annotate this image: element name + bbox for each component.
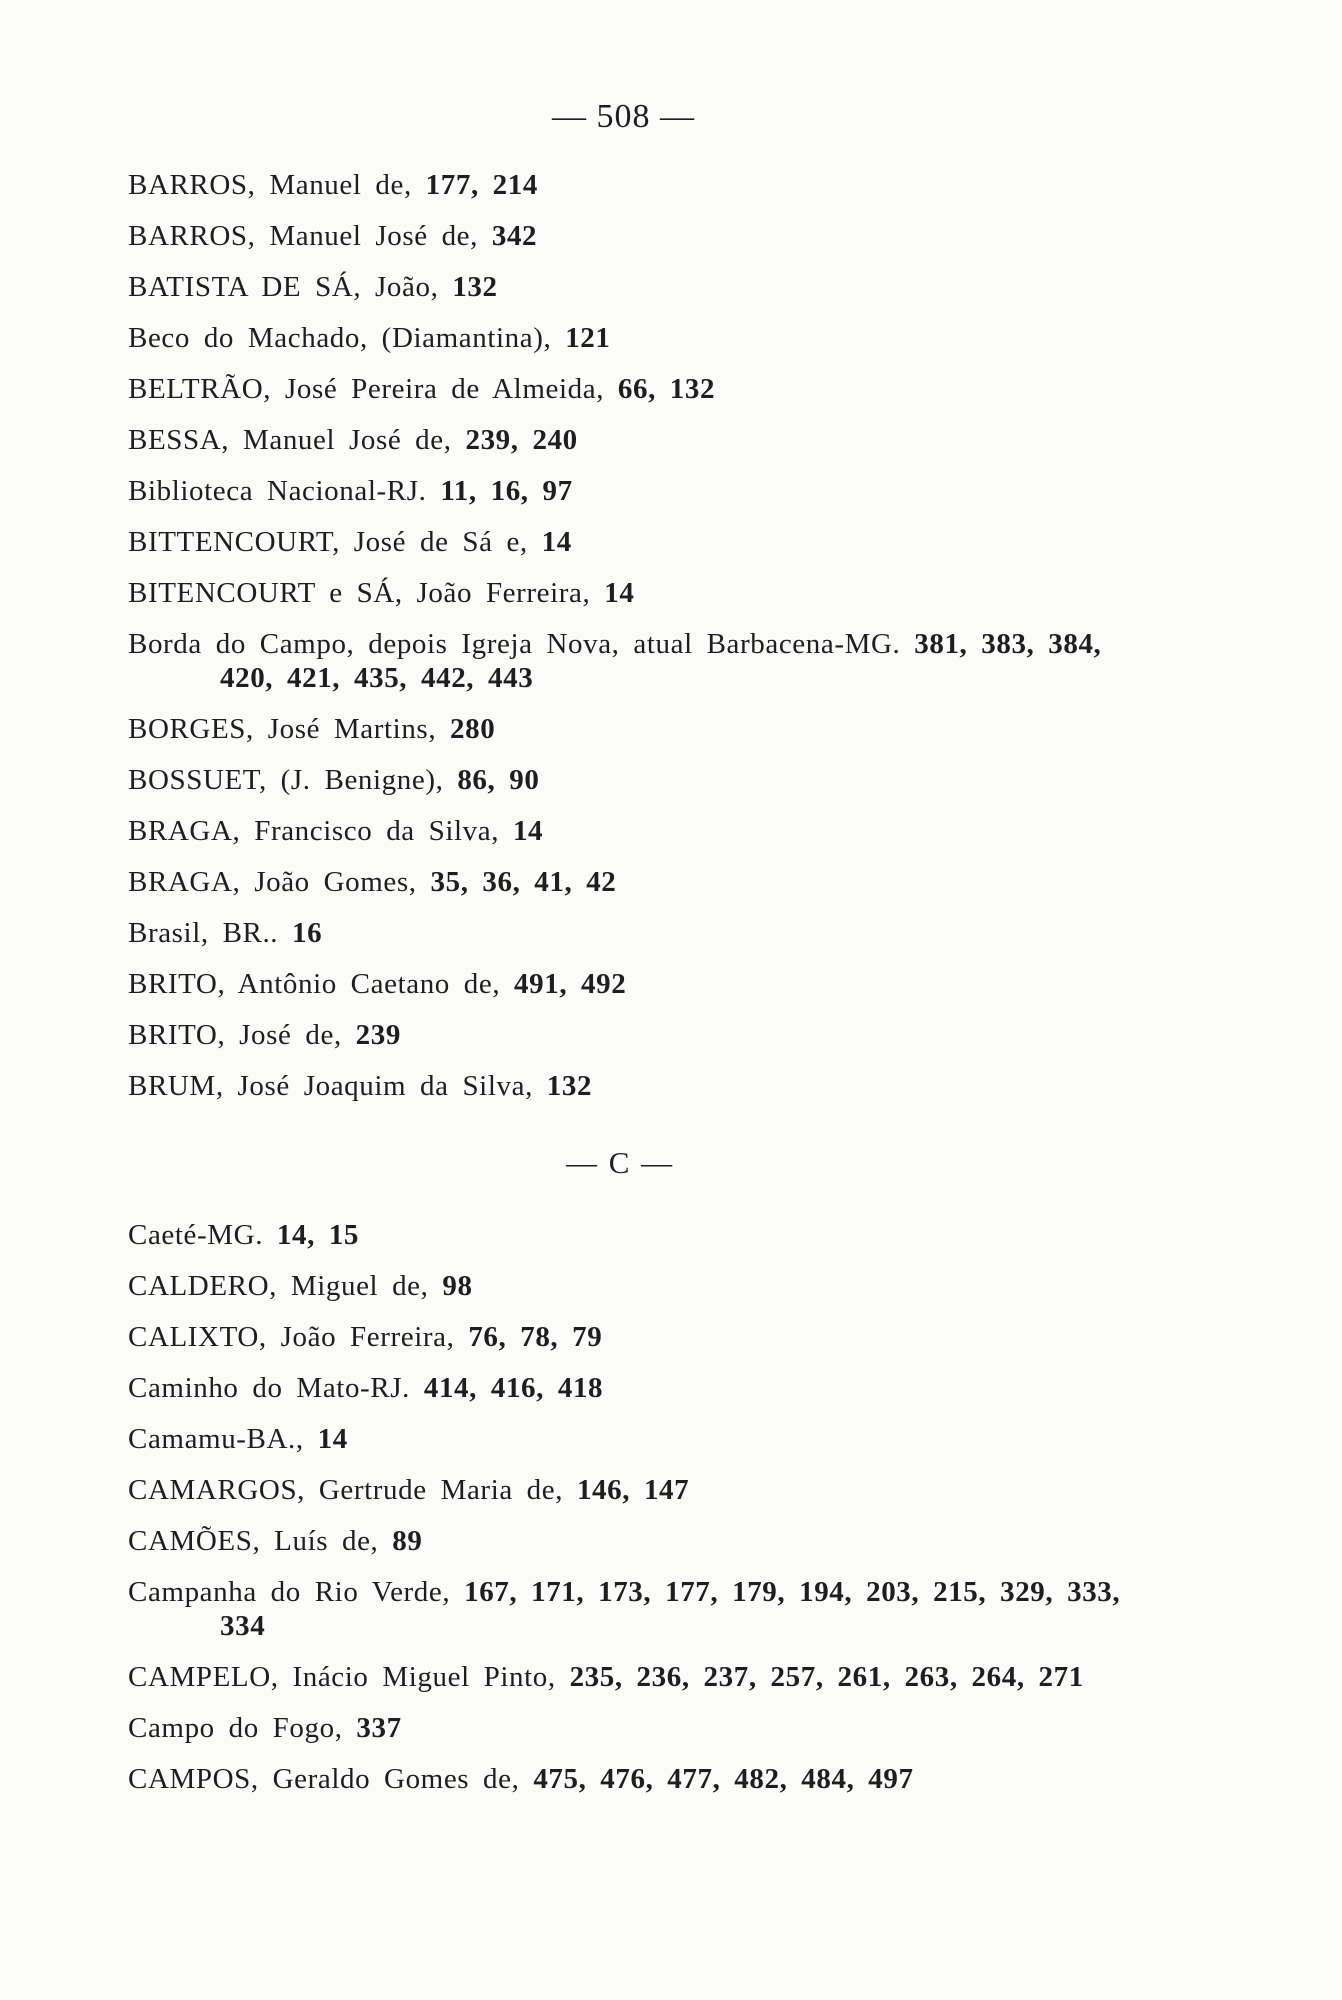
index-entry xyxy=(128,1218,1158,1252)
entry-name: Brasil, BR.. xyxy=(128,917,279,949)
entry-name: Caminho do Mato-RJ. xyxy=(128,1372,410,1404)
index-entry xyxy=(128,1069,1158,1103)
entry-pages: 177, 214 xyxy=(425,169,538,201)
index-section-b xyxy=(128,168,1158,1120)
entry-pages: 98 xyxy=(442,1270,473,1302)
entry-pages: 35, 36, 41, 42 xyxy=(430,866,617,898)
index-section-c xyxy=(128,1218,1158,1813)
entry-pages: 167, 171, 173, 177, 179, 194, 203, 215, 329, 333, 334 xyxy=(220,1576,1121,1642)
index-entry xyxy=(128,763,1158,797)
index-entry xyxy=(128,967,1158,1001)
index-entry xyxy=(128,474,1158,508)
entry-pages: 89 xyxy=(392,1525,423,1557)
entry-pages: 280 xyxy=(450,713,496,745)
index-entry xyxy=(128,916,1158,950)
index-entry xyxy=(128,1473,1158,1507)
entry-pages: 132 xyxy=(546,1070,593,1102)
entry-name: BORGES, José Martins, xyxy=(128,713,437,745)
entry-name: BESSA, Manuel José de, xyxy=(128,424,452,456)
index-entry xyxy=(128,1422,1158,1456)
index-entry xyxy=(128,712,1158,746)
entry-name: CALDERO, Miguel de, xyxy=(128,1270,429,1302)
entry-name: CALIXTO, João Ferreira, xyxy=(128,1321,455,1353)
page-number: — 508 — xyxy=(552,98,695,135)
entry-pages: 337 xyxy=(356,1712,402,1744)
index-entry xyxy=(128,372,1158,406)
entry-pages: 491, 492 xyxy=(514,968,627,1000)
index-entry xyxy=(128,1018,1158,1052)
entry-name: Borda do Campo, depois Igreja Nova, atual Barbacena-MG. xyxy=(128,628,901,660)
index-entry xyxy=(128,270,1158,304)
entry-pages: 414, 416, 418 xyxy=(423,1372,604,1404)
index-entry xyxy=(128,1320,1158,1354)
index-entry xyxy=(128,219,1158,253)
entry-name: BRUM, José Joaquim da Silva, xyxy=(128,1070,533,1102)
index-entry xyxy=(128,525,1158,559)
index-entry xyxy=(128,1660,1158,1694)
index-entry xyxy=(128,423,1158,457)
section-heading-c: — C — xyxy=(566,1145,675,1180)
entry-name: Campanha do Rio Verde, xyxy=(128,1576,451,1608)
entry-name: BITTENCOURT, José de Sá e, xyxy=(128,526,528,558)
entry-name: BRITO, José de, xyxy=(128,1019,342,1051)
entry-name: BARROS, Manuel José de, xyxy=(128,220,478,252)
entry-name: BITENCOURT e SÁ, João Ferreira, xyxy=(128,577,591,609)
index-entry xyxy=(128,627,1158,695)
entry-name: BATISTA DE SÁ, João, xyxy=(128,271,439,303)
index-entry xyxy=(128,1371,1158,1405)
entry-pages: 342 xyxy=(491,220,538,252)
entry-pages: 86, 90 xyxy=(457,764,540,796)
entry-pages: 14 xyxy=(512,815,544,847)
index-entry xyxy=(128,814,1158,848)
entry-pages: 16 xyxy=(292,917,323,949)
index-entry xyxy=(128,321,1158,355)
entry-name: BOSSUET, (J. Benigne), xyxy=(128,764,444,796)
entry-pages: 14 xyxy=(541,526,572,558)
entry-name: Caeté-MG. xyxy=(128,1219,264,1251)
index-entry xyxy=(128,576,1158,610)
entry-pages: 11, 16, 97 xyxy=(440,475,573,507)
index-entry xyxy=(128,168,1158,202)
entry-pages: 66, 132 xyxy=(617,373,716,405)
entry-name: Campo do Fogo, xyxy=(128,1712,343,1744)
entry-name: CAMPELO, Inácio Miguel Pinto, xyxy=(128,1661,556,1693)
entry-pages: 239, 240 xyxy=(465,424,578,456)
index-entry xyxy=(128,1762,1158,1796)
index-entry xyxy=(128,1575,1158,1643)
entry-name: BELTRÃO, José Pereira de Almeida, xyxy=(128,373,605,405)
entry-name: Biblioteca Nacional-RJ. xyxy=(128,475,427,507)
entry-name: CAMÕES, Luís de, xyxy=(128,1525,379,1557)
index-entry xyxy=(128,865,1158,899)
entry-pages: 235, 236, 237, 257, 261, 263, 264, 271 xyxy=(569,1661,1084,1693)
entry-pages: 14 xyxy=(317,1423,348,1455)
entry-name: Beco do Machado, (Diamantina), xyxy=(128,322,552,354)
entry-name: Camamu-BA., xyxy=(128,1423,304,1455)
entry-pages: 121 xyxy=(565,322,611,354)
entry-name: BRAGA, Francisco da Silva, xyxy=(128,815,500,847)
index-entry xyxy=(128,1711,1158,1745)
entry-pages: 76, 78, 79 xyxy=(468,1321,603,1353)
entry-pages: 14 xyxy=(604,577,635,609)
index-entry xyxy=(128,1524,1158,1558)
entry-name: BARROS, Manuel de, xyxy=(128,169,412,201)
entry-name: CAMPOS, Geraldo Gomes de, xyxy=(128,1763,520,1795)
entry-name: BRAGA, João Gomes, xyxy=(128,866,417,898)
entry-pages: 146, 147 xyxy=(576,1474,690,1506)
entry-pages: 132 xyxy=(452,271,498,303)
entry-pages: 381, 383, 384, 420, 421, 435, 442, 443 xyxy=(220,628,1102,694)
entry-pages: 475, 476, 477, 482, 484, 497 xyxy=(533,1763,914,1795)
entry-pages: 14, 15 xyxy=(276,1219,360,1251)
entry-name: BRITO, Antônio Caetano de, xyxy=(128,968,501,1000)
index-entry xyxy=(128,1269,1158,1303)
entry-pages: 239 xyxy=(355,1019,401,1051)
entry-name: CAMARGOS, Gertrude Maria de, xyxy=(128,1474,564,1506)
